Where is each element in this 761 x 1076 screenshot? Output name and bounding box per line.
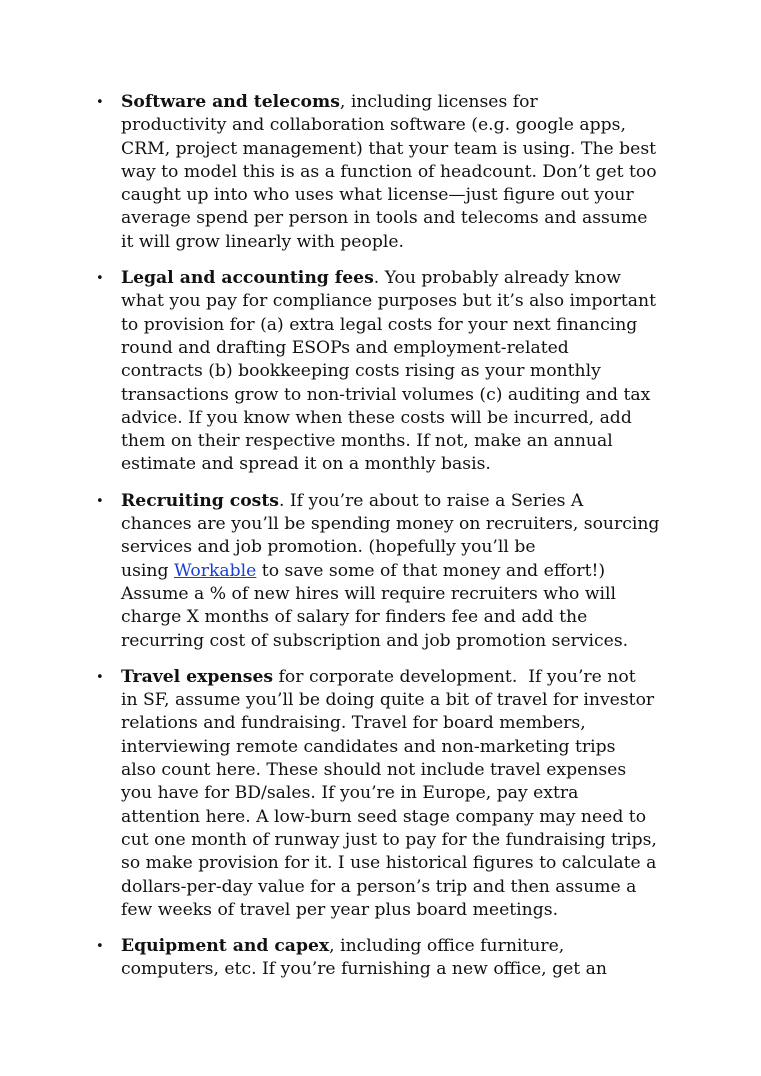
text-segment: , including licenses for [339, 92, 538, 112]
expense-bullet-list [96, 91, 676, 995]
text-line: estimate and spread it on a monthly basis. [121, 454, 491, 475]
text-line: recurring cost of subscription and job promotion services. [121, 630, 629, 651]
list-item-recruiting-costs [96, 490, 676, 653]
text-line: way to model this is as a function of headcount. Don’t get too [121, 161, 657, 182]
text-line: them on their respective months. If not, make an annual [121, 431, 613, 452]
text-line: attention here. A low-burn seed stage company may need to [121, 806, 647, 827]
text-line: transactions grow to non-trivial volumes (c) auditing and tax [121, 384, 651, 405]
text-segment: . If you’re about to raise a Series A [278, 490, 584, 511]
text-line: dollars-per-day value for a person’s trip and then assume a [121, 876, 637, 897]
text-line: chances are you’ll be spending money on recruiters, sourcing [121, 514, 660, 535]
text-line [121, 666, 676, 689]
lead-heading: Software and telecoms [121, 92, 340, 112]
text-line: also count here. These should not include travel expenses [121, 760, 627, 781]
text-line: advice. If you know when these costs will be incurred, add [121, 407, 632, 428]
text-line: contracts (b) bookkeeping costs rising as your monthly [121, 361, 601, 382]
text-line: caught up into who uses what license—just figure out your [121, 185, 634, 206]
text-line: cut one month of runway just to pay for the fundraising trips, [121, 829, 657, 850]
bullet-icon: • [96, 669, 104, 685]
text-line: it will grow linearly with people. [121, 231, 404, 252]
text-line: charge X months of salary for finders fee and add the [121, 607, 588, 628]
bullet-icon: • [96, 939, 104, 955]
text-line [121, 560, 676, 583]
text-line: you have for BD/sales. If you’re in Europe, pay extra [121, 783, 579, 804]
text-segment: to save some of that money and effort!) [256, 560, 606, 581]
workable-link[interactable]: Workable [173, 560, 257, 581]
text-line: computers, etc. If you’re furnishing a new office, get an [121, 959, 607, 980]
text-line: round and drafting ESOPs and employment-related [121, 337, 569, 358]
text-line: to provision for (a) extra legal costs for your next financing [121, 314, 638, 335]
text-line: productivity and collaboration software (e.g. google apps, [121, 115, 626, 136]
text-line: what you pay for compliance purposes but it’s also important [121, 291, 657, 312]
text-line [121, 267, 676, 290]
text-line: CRM, project management) that your team is using. The best [121, 138, 657, 159]
text-line [121, 91, 676, 114]
bullet-icon: • [96, 493, 104, 509]
lead-heading: Equipment and capex [121, 936, 330, 957]
text-line: in SF, assume you’ll be doing quite a bit of travel for investor [121, 690, 655, 711]
list-item-equipment-capex [96, 935, 676, 982]
bullet-icon: • [96, 271, 104, 287]
text-line [121, 935, 676, 958]
bullet-icon: • [96, 95, 104, 110]
list-item-travel-expenses [96, 666, 676, 922]
text-line: average spend per person in tools and telecoms and assume [121, 208, 648, 229]
lead-heading: Legal and accounting fees [121, 268, 374, 289]
text-line [121, 490, 676, 513]
text-line: services and job promotion. (hopefully you’ll be [121, 537, 536, 558]
text-line: relations and fundraising. Travel for board members, [121, 713, 586, 734]
text-segment: using [121, 560, 174, 581]
text-line: Assume a % of new hires will require recruiters who will [121, 583, 617, 604]
text-line: interviewing remote candidates and non-marketing trips [121, 736, 616, 757]
list-item-legal-accounting [96, 267, 676, 477]
list-item-software-telecoms [96, 91, 676, 254]
text-line: so make provision for it. I use historical figures to calculate a [121, 853, 657, 874]
text-segment: , including office furniture, [329, 936, 565, 957]
text-segment: for corporate development. If you’re not [273, 666, 636, 687]
lead-heading: Recruiting costs [121, 490, 279, 511]
text-line: few weeks of travel per year plus board meetings. [121, 899, 559, 920]
lead-heading: Travel expenses [121, 666, 274, 687]
text-segment: . You probably already know [373, 268, 622, 289]
